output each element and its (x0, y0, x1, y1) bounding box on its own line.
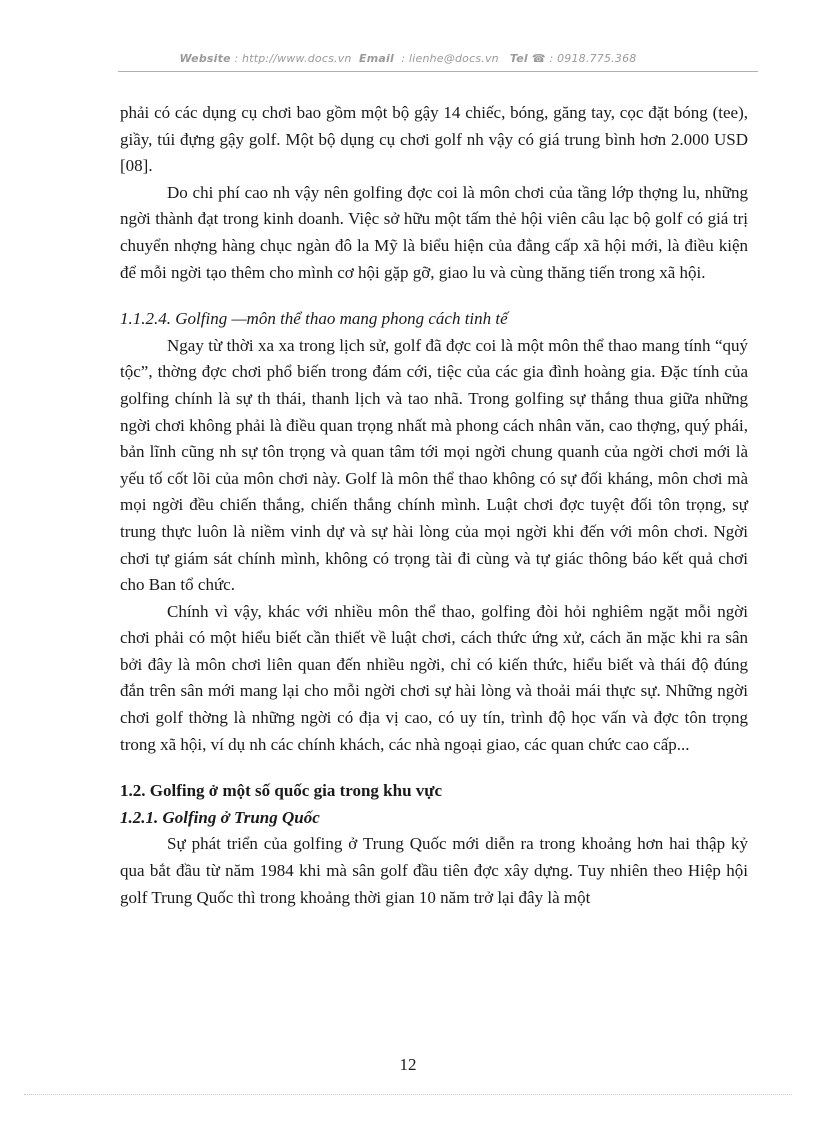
page-header (0, 52, 816, 65)
website-label: Website (179, 52, 231, 65)
email-label: Email (359, 52, 394, 65)
paragraph-etiquette: Chính vì vậy, khác với nhiều môn thể thao, golfing đòi hỏi nghiêm ngặt mỗi ngời chơi phải có một hiểu biết cần thiết về luật chơi, cách thức ứng xử, cách ăn mặc khi ra sân bởi đây là môn chơi liên quan đến nhiều ngời, chỉ có kiến thức, hiểu biết và thái độ đúng đắn trên sân mới mang lại cho mỗi ngời chơi sự hài lòng và thoải mái thực sự. Những ngời chơi golf thờng là những ngời có địa vị cao, có uy tín, trình độ học vấn và đợc tôn trọng trong xã hội, ví dụ nh các chính khách, các nhà ngoại giao, các quan chức cao cấp... (120, 601, 748, 754)
footer-divider (24, 1094, 792, 1095)
paragraph-noble-sport: Ngay từ thời xa xa trong lịch sử, golf đã đợc coi là một môn thể thao mang tính “quý tộc”, thờng đợc chơi phổ biến trong đám cới, tiệc của các gia đình hoàng gia. Đặc tính của golfing chính là sự th thái, thanh lịch và tao nhã. Trong golfing sự thắng thua giữa những ngời chơi không phải là điều quan trọng nhất mà phong cách nhân văn, cao thợng, quý phái, bản lĩnh cũng nh sự tôn trọng và quan tâm tới mọi ngời chung quanh của ngời chơi mới là yếu tố cốt lõi của môn chơi này. Golf là môn thể thao không có sự đối kháng, môn chơi mà mọi ngời đều chiến thắng, chiến thắng chính mình. Luật chơi đợc tuyệt đối tôn trọng, sự trung thực luôn là niềm vinh dự và sự hài lòng của mọi ngời khi đến với môn chơi. Ngời chơi tự giám sát chính mình, không có trọng tài đi cùng và tự giác thông báo kết quả chơi cho Ban tổ chức. (120, 335, 748, 595)
paragraph-continuation: phải có các dụng cụ chơi bao gồm một bộ gậy 14 chiếc, bóng, găng tay, cọc đặt bóng (tee), giầy, túi đựng gậy golf. Một bộ dụng cụ chơi golf nh vậy có giá trung bình hơn 2.000 USD [08]. (120, 103, 748, 176)
tel-label: Tel ☎ (509, 52, 546, 65)
document-body (120, 100, 748, 911)
paragraph-cost: Do chi phí cao nh vậy nên golfing đợc coi là môn chơi của tầng lớp thợng lu, những ngời thành đạt trong kinh doanh. Việc sở hữu một tấm thẻ hội viên câu lạc bộ golf có giá trị chuyển nhợng hàng chục ngàn đô la Mỹ là biểu hiện của đẳng cấp xã hội mới, là điều kiện để mỗi ngời tạo thêm cho mình cơ hội gặp gỡ, giao lu và cùng thăng tiến trong xã hội. (120, 182, 748, 282)
paragraph-china: Sự phát triển của golfing ở Trung Quốc mới diễn ra trong khoảng hơn hai thập kỷ qua bắt đầu từ năm 1984 khi mà sân golf đầu tiên đợc xây dựng. Tuy nhiên theo Hiệp hội golf Trung Quốc thì trong khoảng thời gian 10 năm trở lại đây là một (120, 834, 748, 907)
header-divider (118, 71, 758, 72)
section-heading-1-2: 1.2. Golfing ở một số quốc gia trong khu vực (120, 781, 443, 801)
tel-value: : 0918.775.368 (549, 52, 637, 65)
section-heading-1-2-1: 1.2.1. Golfing ở Trung Quốc (120, 807, 320, 827)
subsection-heading-1-1-2-4: 1.1.2.4. Golfing —môn thể thao mang phong cách tinh tế (120, 309, 508, 329)
email-value[interactable]: : lienhe@docs.vn (401, 52, 499, 65)
website-value[interactable]: : http://www.docs.vn (234, 52, 352, 65)
page-number: 12 (399, 1055, 417, 1074)
